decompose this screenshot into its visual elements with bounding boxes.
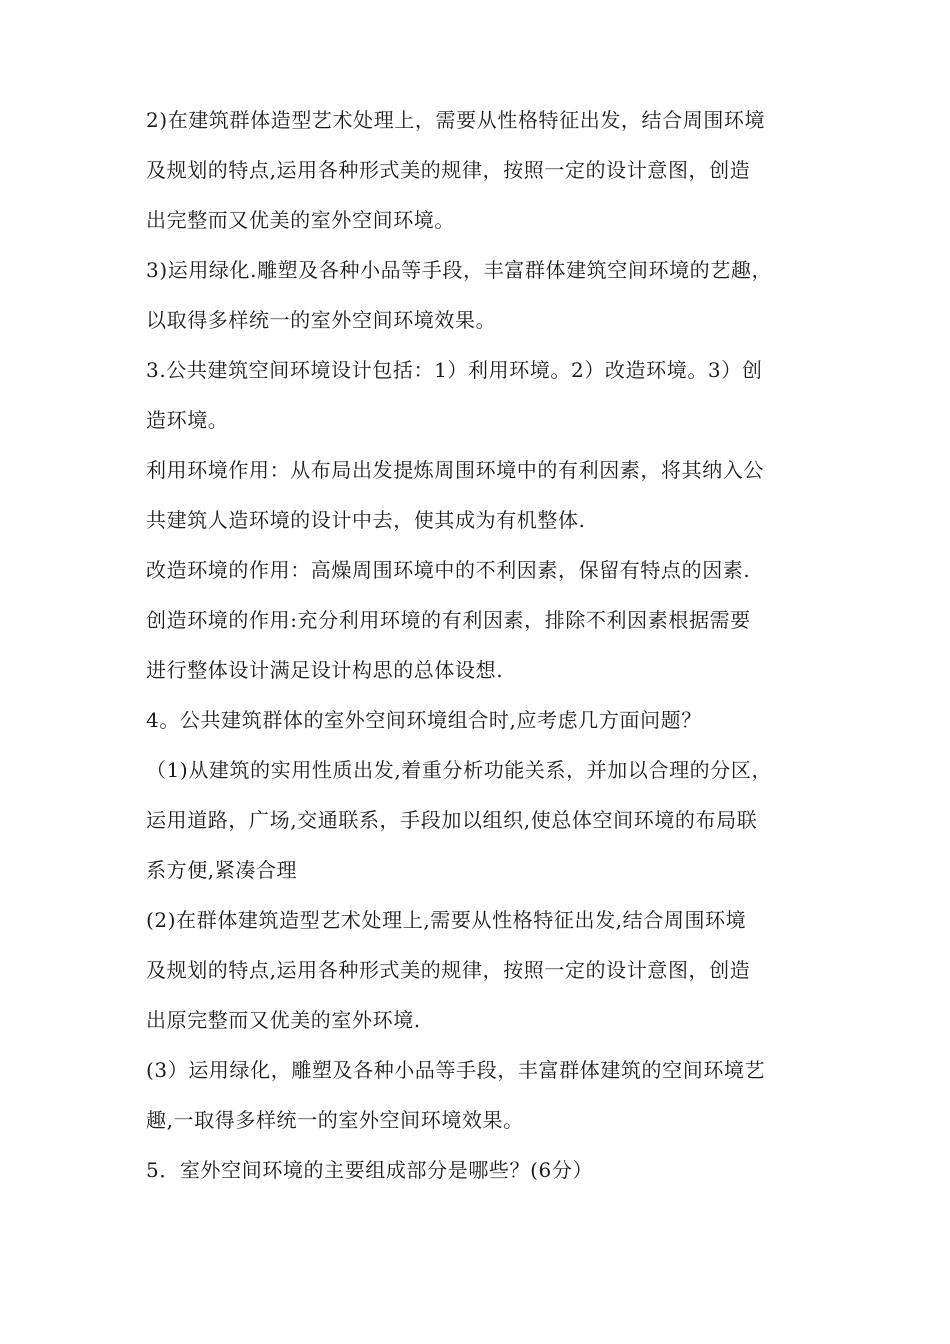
text-line-22: 5．室外空间环境的主要组成部分是哪些？(6分） [146,1158,594,1182]
text-line-18: 及规划的特点,运用各种形式美的规律，按照一定的设计意图，创造 [146,958,751,982]
text-line-15: 运用道路，广场,交通联系，手段加以组织,使总体空间环境的布局联 [146,808,758,832]
text-line-10: 改造环境的作用：高燥周围环境中的不利因素，保留有特点的因素. [146,558,751,582]
text-line-3: 出完整而又优美的室外空间环境。 [146,208,455,232]
text-line-17: (2)在群体建筑造型艺术处理上,需要从性格特征出发,结合周围环境 [146,908,747,932]
text-line-1: 2)在建筑群体造型艺术处理上，需要从性格特征出发，结合周围环境 [146,108,766,132]
text-line-2: 及规划的特点,运用各种形式美的规律，按照一定的设计意图，创造 [146,158,751,182]
text-line-16: 系方便,紧凑合理 [146,858,298,882]
text-line-14: （1)从建筑的实用性质出发,着重分析功能关系，并加以合理的分区， [146,758,773,782]
text-line-11: 创造环境的作用:充分利用环境的有利因素，排除不利因素根据需要 [146,608,751,632]
text-line-5: 以取得多样统一的室外空间环境效果。 [146,308,497,332]
text-line-20: (3）运用绿化，雕塑及各种小品等手段，丰富群体建筑的空间环境艺 [146,1058,766,1082]
text-line-21: 趣,一取得多样统一的室外空间环境效果。 [146,1108,524,1132]
text-line-6: 3.公共建筑空间环境设计包括：1）利用环境。2）改造环境。3）创 [146,358,763,382]
text-line-7: 造环境。 [146,408,229,432]
text-line-12: 进行整体设计满足设计构思的总体设想. [146,658,504,682]
text-line-8: 利用环境作用：从布局出发提炼周围环境中的有利因素，将其纳入公 [146,458,764,482]
text-line-19: 出原完整而又优美的室外环境. [146,1008,421,1032]
text-line-13: 4。公共建筑群体的室外空间环境组合时,应考虑几方面问题？ [146,708,702,732]
text-line-9: 共建筑人造环境的设计中去，使其成为有机整体. [146,508,586,532]
text-line-4: 3)运用绿化.雕塑及各种小品等手段，丰富群体建筑空间环境的艺趣， [146,258,773,282]
